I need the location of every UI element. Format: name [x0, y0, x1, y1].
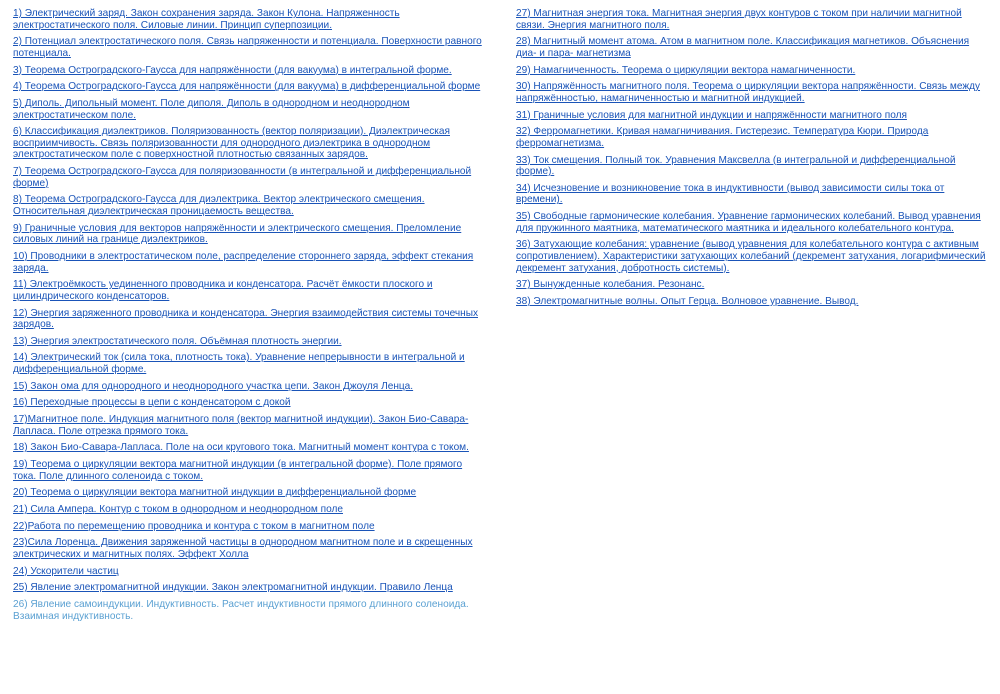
topic-link[interactable]: 18) Закон Био-Савара-Лапласа. Поле на оси кругового тока. Магнитный момент контура с током.: [13, 442, 469, 454]
topic-link[interactable]: 4) Теорема Остроградского-Гаусса для напряжённости (для вакуума) в дифференциальной форме: [13, 81, 481, 93]
topic-link[interactable]: 17)Магнитное поле. Индукция магнитного поля (вектор магнитной индукции). Закон Био-Савара-Лапласа. Поле отрезка прямого тока.: [13, 414, 469, 437]
topic-list-item: [13, 582, 485, 594]
topic-link[interactable]: 24) Ускорители частиц: [13, 565, 119, 577]
topic-list-item: [13, 352, 485, 375]
topic-link[interactable]: 3) Теорема Остроградского-Гаусса для напряжённости (для вакуума) в интегральной форме.: [13, 64, 452, 76]
topic-link[interactable]: 31) Граничные условия для магнитной индукции и напряжённости магнитного поля: [516, 109, 907, 121]
topic-list-item: [516, 211, 988, 234]
topic-link[interactable]: 37) Вынужденные колебания. Резонанс.: [516, 279, 705, 291]
topic-list-item: [516, 36, 988, 59]
topic-link[interactable]: 2) Потенциал электростатического поля. Связь напряженности и потенциала. Поверхности равного потенциала.: [13, 36, 482, 59]
topic-list-item: [516, 110, 988, 122]
topic-link[interactable]: 25) Явление электромагнитной индукции. Закон электромагнитной индукции. Правило Ленца: [13, 582, 453, 594]
topic-link[interactable]: 22)Работа по перемещению проводника и контура с током в магнитном поле: [13, 520, 375, 532]
topic-list-item: [516, 65, 988, 77]
topic-list-item: [13, 566, 485, 578]
topic-list-item: [13, 336, 485, 348]
topic-link[interactable]: 7) Теорема Остроградского-Гаусса для поляризованности (в интегральной и дифференциальной форме): [13, 166, 472, 189]
topic-link[interactable]: 23)Сила Лоренца. Движения заряженной частицы в однородном магнитном поле и в скрещенных электрических и магнитных полях. Эффект Холла: [13, 537, 473, 561]
topic-link[interactable]: 5) Диполь. Дипольный момент. Поле диполя. Диполь в однородном и неоднородном электростатическом поле.: [13, 97, 410, 121]
topic-link[interactable]: 32) Ферромагнетики. Кривая намагничивания. Гистерезис. Температура Кюри. Природа ферромагнетизма.: [516, 126, 929, 149]
topic-link[interactable]: 33) Ток смещения. Полный ток. Уравнения Максвелла (в интегральной и дифференциальной форме).: [516, 154, 956, 178]
topic-link[interactable]: 30) Напряжённость магнитного поля. Теорема о циркуляции вектора напряжённости. Связь между напряжённостью, намагниченностью и магнитной индукцией.: [516, 81, 981, 104]
topic-list-item: [13, 487, 485, 499]
topic-link[interactable]: 38) Электромагнитные волны. Опыт Герца. Волновое уравнение. Вывод.: [516, 295, 859, 307]
topic-list-item: [516, 183, 988, 206]
topic-list-item: [13, 397, 485, 409]
topic-link[interactable]: 16) Переходные процессы в цепи с конденсатором с докой: [13, 397, 291, 409]
topic-list-item: [13, 8, 485, 31]
topic-text: 26) Явление самоиндукции. Индуктивность. Расчет индуктивности прямого длинного соленоида. Взаимная индуктивность.: [13, 599, 469, 622]
topic-link[interactable]: 9) Граничные условия для векторов напряжённости и электрического смещения. Преломление силовых линий на границе диэлектриков.: [13, 222, 462, 246]
topic-list-item: [13, 223, 485, 246]
topic-list-item: [13, 381, 485, 393]
topic-list-item: [13, 194, 485, 217]
topic-link[interactable]: 36) Затухающие колебания: уравнение (вывод уравнения для колебательного контура с активным сопротивлением). Характеристики затухающих колебаний (декремент затухания, логарифмический декремент затухания, добротность системы).: [516, 239, 986, 274]
topic-link[interactable]: 10) Проводники в электростатическом поле, распределение стороннего заряда, эффект стекания заряда.: [13, 250, 474, 274]
topic-link[interactable]: 15) Закон ома для однородного и неоднородного участка цепи. Закон Джоуля Ленца.: [13, 380, 414, 392]
topic-link[interactable]: 14) Электрический ток (сила тока, плотность тока). Уравнение непрерывности в интегральной и дифференциальной форме.: [13, 352, 465, 376]
topic-list-item: [13, 414, 485, 437]
topic-list-item: [516, 8, 988, 31]
topic-list-item: [13, 251, 485, 274]
topic-link[interactable]: 12) Энергия заряженного проводника и конденсатора. Энергия взаимодействия системы точечных зарядов.: [13, 307, 478, 331]
topic-list-item: [13, 308, 485, 331]
topic-list-item: [13, 36, 485, 59]
topic-list-item: [13, 81, 485, 93]
topic-link[interactable]: 8) Теорема Остроградского-Гаусса для диэлектрика. Вектор электрического смещения. Относительная диэлектрическая проницаемость вещества.: [13, 194, 425, 217]
topic-link[interactable]: 6) Классификация диэлектриков. Поляризованность (вектор поляризации). Диэлектрическая восприимчивость. Связь поляризованности для однородного диэлектрика в однородном электростатическом поле с поверхностной плотностью связанных зарядов.: [13, 126, 450, 161]
topic-link[interactable]: 28) Магнитный момент атома. Атом в магнитном поле. Классификация магнетиков. Объяснения диа- и пара- магнетизма: [516, 36, 970, 59]
topic-list-item: [516, 239, 988, 274]
topic-list-item: [13, 166, 485, 189]
topic-list-item: [516, 296, 988, 308]
topic-link[interactable]: 27) Магнитная энергия тока. Магнитная энергия двух контуров с током при наличии магнитной связи. Энергия магнитного поля.: [516, 8, 962, 31]
topic-link[interactable]: 21) Сила Ампера. Контур с током в однородном и неоднородном поле: [13, 504, 343, 516]
topic-list-item: [13, 442, 485, 454]
topic-list-item: [13, 65, 485, 77]
right-topic-list: [516, 8, 988, 313]
topic-list-item: [13, 279, 485, 302]
topic-link[interactable]: 34) Исчезновение и возникновение тока в индуктивности (вывод зависимости силы тока от времени).: [516, 182, 945, 206]
topic-link[interactable]: 29) Намагниченность. Теорема о циркуляции вектора намагниченности.: [516, 64, 856, 76]
topic-link[interactable]: 11) Электроёмкость уединенного проводника и конденсатора. Расчёт ёмкости плоского и цилиндрического конденсаторов.: [13, 279, 433, 302]
topic-list-item: [13, 504, 485, 516]
topic-list-item: [516, 155, 988, 178]
topic-link[interactable]: 1) Электрический заряд. Закон сохранения заряда. Закон Кулона. Напряженность электростатического поля. Силовые линии. Принцип суперпозиции.: [13, 8, 400, 31]
topic-list-item: [13, 459, 485, 482]
topic-list-item: [516, 126, 988, 149]
topic-list-item: [13, 537, 485, 560]
topic-list-item: [516, 81, 988, 104]
topic-list-item: [516, 279, 988, 291]
topic-list-item: [13, 599, 485, 622]
topic-link[interactable]: 20) Теорема о циркуляции вектора магнитной индукции в дифференциальной форме: [13, 487, 417, 499]
topic-link[interactable]: 35) Свободные гармонические колебания. Уравнение гармонических колебаний. Вывод уравнения для пружинного маятника, математического маятника и идеального колебательного контура.: [516, 211, 981, 234]
topic-link[interactable]: 13) Энергия электростатического поля. Объёмная плотность энергии.: [13, 335, 342, 347]
left-topic-list: [13, 8, 485, 627]
topic-list-item: [13, 126, 485, 161]
topic-list-item: [13, 521, 485, 533]
topic-list-item: [13, 98, 485, 121]
topic-link[interactable]: 19) Теорема о циркуляции вектора магнитной индукции (в интегральной форме). Поле прямого тока. Поле длинного соленоида с током.: [13, 459, 463, 482]
